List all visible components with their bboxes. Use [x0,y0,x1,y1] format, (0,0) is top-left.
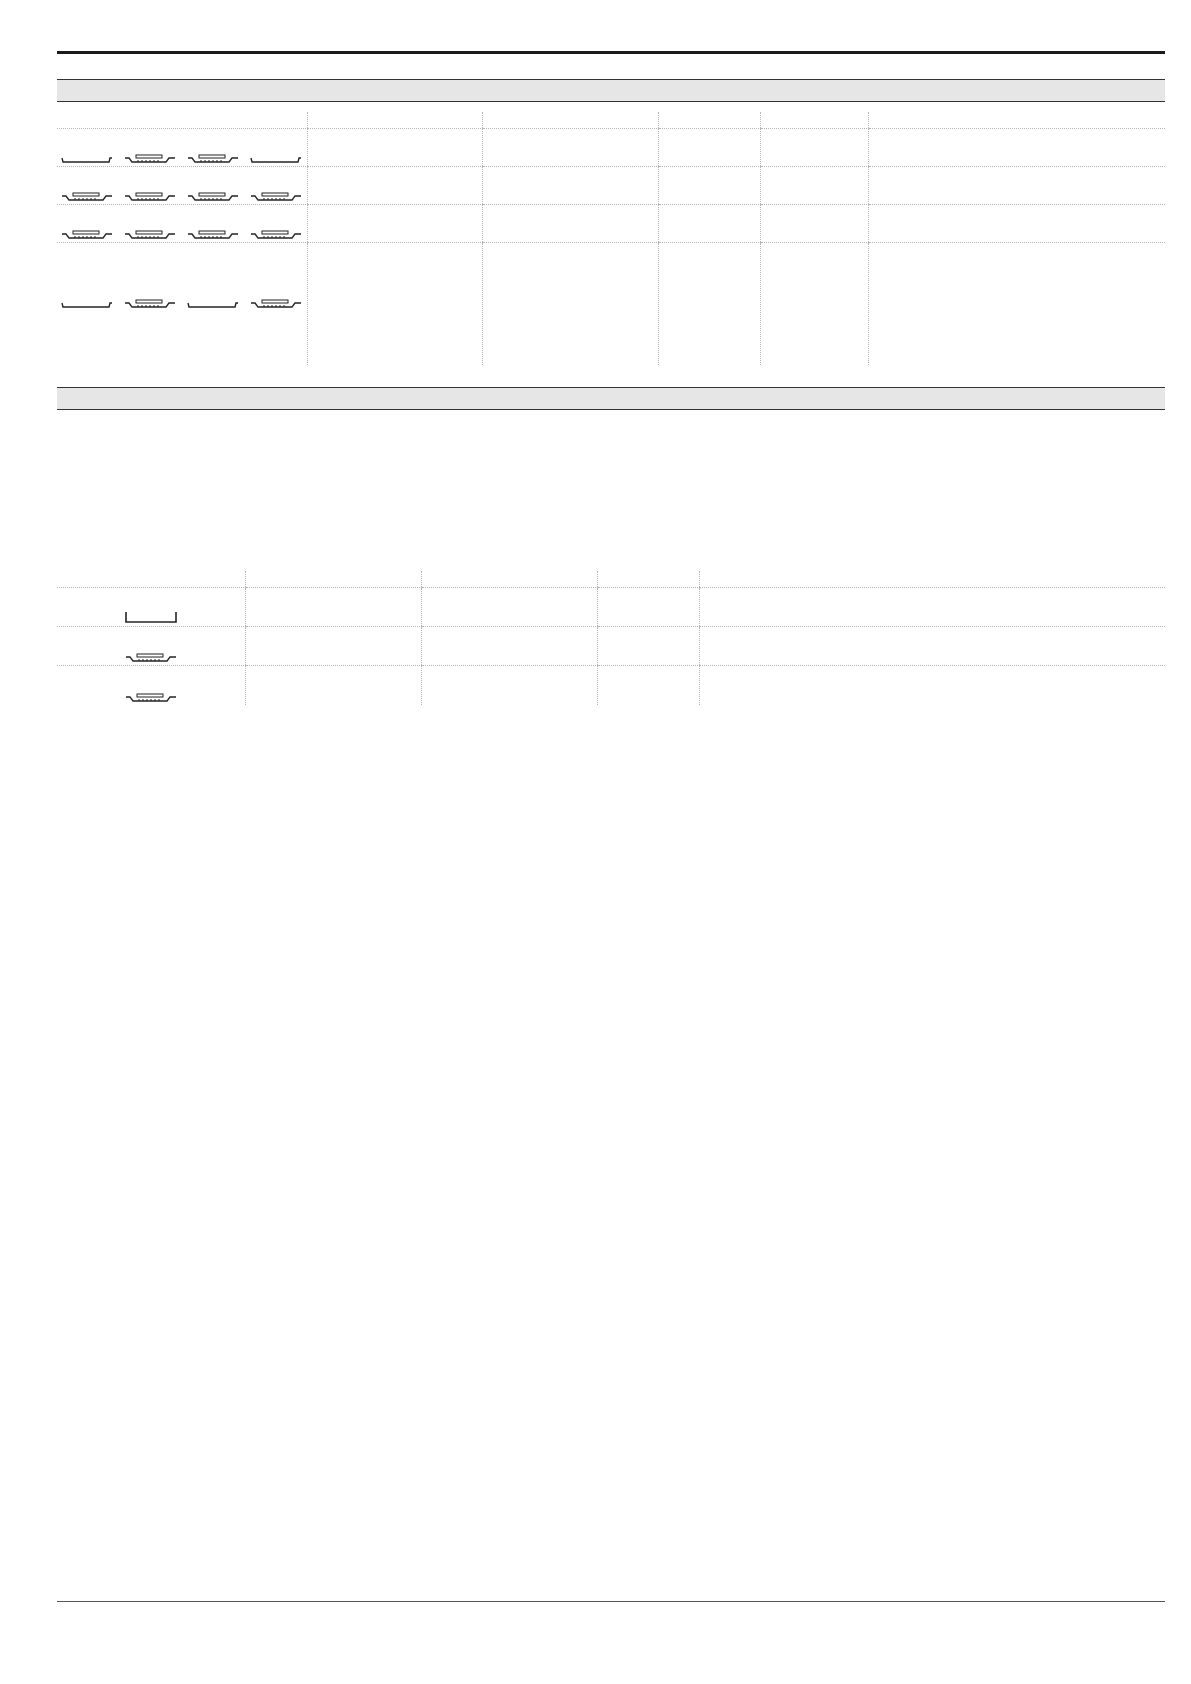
section-1-col-header [57,112,307,129]
flat-tray-icon [61,297,113,309]
table-cell [760,243,868,365]
table-cell [760,167,868,205]
footer-rule [57,1601,1165,1602]
table-cell [482,167,658,205]
perforated-tray-icon [187,228,239,240]
section-2-table [57,571,1165,705]
tray-configuration-cell [57,243,307,365]
section-1-col-header [307,112,482,129]
perforated-tray-icon [124,190,176,202]
perforated-tray-icon [124,297,176,309]
table-cell [245,666,421,705]
table-row [57,627,1165,666]
perforated-tray-icon [61,190,113,202]
section-1-col-header [760,112,868,129]
table-cell [482,129,658,167]
section-1-table [57,112,1165,365]
table-cell [699,627,1165,666]
tray-configuration-cell [57,167,307,205]
section-1-col-header [658,112,760,129]
section-1-header-row [57,112,1165,129]
table-cell [699,666,1165,705]
section-2-col-header [245,571,421,588]
perforated-tray-icon [250,228,302,240]
perforated-tray-icon [61,228,113,240]
table-row [57,167,1165,205]
table-cell [245,588,421,627]
table-row [57,588,1165,627]
table-cell [699,588,1165,627]
tray-configuration-cell [57,205,307,243]
section-2-col-header [57,571,245,588]
perforated-tray-icon [124,228,176,240]
section-1-col-header [482,112,658,129]
section-1-heading [57,79,1165,102]
section-2-header-row [57,571,1165,588]
table-cell [482,243,658,365]
table-cell [597,588,699,627]
section-1-col-header [868,112,1165,129]
table-row [57,129,1165,167]
tray-configuration-cell [57,666,245,705]
top-rule [57,51,1165,54]
perforated-tray-icon [125,691,177,703]
tray-configuration-cell [57,588,245,627]
table-cell [482,205,658,243]
table-cell [658,243,760,365]
section-2-col-header [421,571,597,588]
tray-configuration-cell [57,129,307,167]
section-2-heading [57,387,1165,410]
table-cell [421,588,597,627]
table-cell [307,205,482,243]
section-2-col-header [597,571,699,588]
flat-tray-icon [61,152,113,164]
table-cell [868,167,1165,205]
table-cell [760,205,868,243]
table-cell [421,627,597,666]
table-cell [597,627,699,666]
table-cell [760,129,868,167]
perforated-tray-icon [125,651,177,663]
table-cell [307,167,482,205]
tray-configuration-cell [57,627,245,666]
perforated-tray-icon [250,297,302,309]
perforated-tray-icon [187,190,239,202]
perforated-tray-icon [187,152,239,164]
flat-tray-icon [187,297,239,309]
table-cell [868,243,1165,365]
section-2-col-header [699,571,1165,588]
table-cell [868,205,1165,243]
table-row [57,243,1165,365]
perforated-tray-icon [250,190,302,202]
table-row [57,205,1165,243]
deep-pan-icon [125,610,177,624]
perforated-tray-icon [124,152,176,164]
table-cell [658,129,760,167]
table-cell [421,666,597,705]
table-cell [597,666,699,705]
table-cell [658,167,760,205]
table-cell [307,129,482,167]
table-cell [868,129,1165,167]
table-cell [307,243,482,365]
flat-tray-icon [250,152,302,164]
table-cell [658,205,760,243]
table-cell [245,627,421,666]
table-row [57,666,1165,705]
